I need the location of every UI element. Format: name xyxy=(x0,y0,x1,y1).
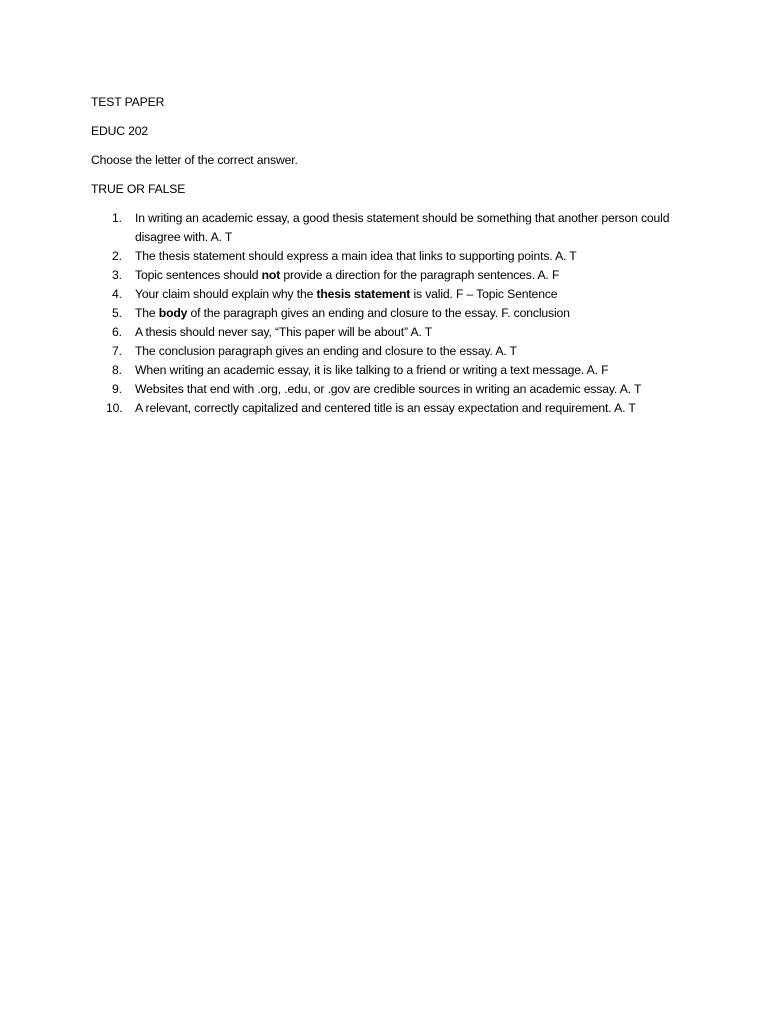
question-text xyxy=(135,344,517,358)
question-text-segment: of the paragraph gives an ending and closure to the essay. F. conclusion xyxy=(187,306,570,320)
question-number: 4. xyxy=(112,287,122,301)
document-body xyxy=(91,93,691,418)
question-text-segment: A relevant, correctly capitalized and centered title is an essay expectation and requirement. A. T xyxy=(135,401,636,415)
question-text-segment: is valid. F – Topic Sentence xyxy=(410,287,558,301)
question-text xyxy=(135,363,608,377)
question-number: 1. xyxy=(112,211,122,225)
question-number: 2. xyxy=(112,249,122,263)
question-item xyxy=(91,361,691,380)
question-text xyxy=(135,306,570,320)
section-heading: TRUE OR FALSE xyxy=(91,182,186,196)
question-item xyxy=(91,380,691,399)
course-code: EDUC 202 xyxy=(91,124,149,138)
question-number: 3. xyxy=(112,268,122,282)
question-text-segment: The xyxy=(135,306,159,320)
question-text-segment: provide a direction for the paragraph sentences. A. F xyxy=(280,268,560,282)
question-item xyxy=(91,342,691,361)
question-text xyxy=(135,268,559,282)
question-number: 8. xyxy=(112,363,122,377)
question-item xyxy=(91,285,691,304)
question-text-segment: Your claim should explain why the xyxy=(135,287,317,301)
question-text-emphasis: body xyxy=(158,306,188,320)
instruction-text: Choose the letter of the correct answer. xyxy=(91,153,298,167)
question-item xyxy=(91,399,691,418)
document-title: TEST PAPER xyxy=(91,95,165,109)
question-number: 9. xyxy=(112,382,122,396)
question-item xyxy=(91,304,691,323)
question-text xyxy=(135,401,636,415)
question-item xyxy=(91,209,691,247)
question-number: 5. xyxy=(112,306,122,320)
question-number: 7. xyxy=(112,344,122,358)
question-number: 10. xyxy=(106,401,123,415)
question-text xyxy=(135,211,669,244)
question-text-segment: Topic sentences should xyxy=(135,268,262,282)
question-text xyxy=(135,287,557,301)
question-text xyxy=(135,325,432,339)
question-text-segment: The thesis statement should express a main idea that links to supporting points. A. T xyxy=(135,249,577,263)
question-text-segment: In writing an academic essay, a good thesis statement should be something that another person could disagree with. A. T xyxy=(135,211,670,244)
question-item xyxy=(91,323,691,342)
question-text xyxy=(135,382,641,396)
question-number: 6. xyxy=(112,325,122,339)
question-text-emphasis: not xyxy=(261,268,281,282)
question-text-segment: Websites that end with .org, .edu, or .gov are credible sources in writing an academic essay. A. T xyxy=(135,382,642,396)
question-list xyxy=(91,209,691,418)
question-item xyxy=(91,266,691,285)
question-text xyxy=(135,249,577,263)
question-text-segment: The conclusion paragraph gives an ending and closure to the essay. A. T xyxy=(135,344,517,358)
question-text-segment: When writing an academic essay, it is like talking to a friend or writing a text message. A. F xyxy=(135,363,609,377)
question-text-segment: A thesis should never say, “This paper will be about” A. T xyxy=(135,325,433,339)
question-text-emphasis: thesis statement xyxy=(316,287,411,301)
question-item xyxy=(91,247,691,266)
